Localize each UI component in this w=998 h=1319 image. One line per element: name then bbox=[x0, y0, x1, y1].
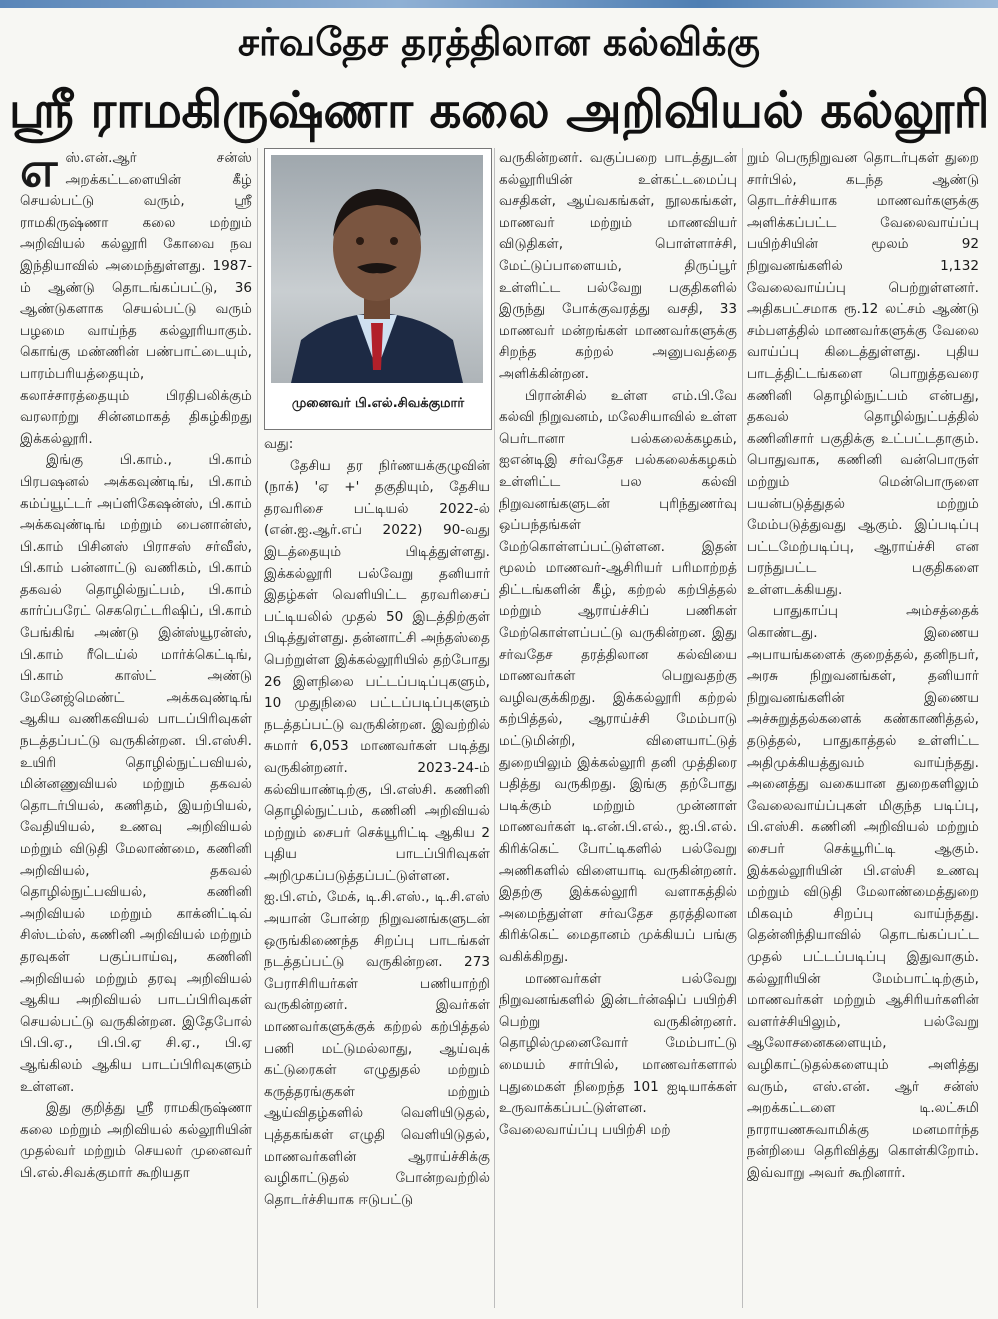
courses-paragraph: இங்கு பி.காம்., பி.காம் பிரபஷனல் அக்கவுண்டிங், பி.காம் கம்ப்யூட்டர் அப்ளிகேஷன்ஸ், பி.காம் அக்கவுண்டிங் மற்றும் பைனான்ஸ், பி.காம் பிசினஸ் பிராசஸ் சர்வீஸ், பி.காம் பன்னாட்டு வணிகம், பி.காம் தகவல் தொழில்நுட்பம், பி.காம் கார்ப்பரேட் செகரெட்டரிஷிப், பி.காம் பேங்கிங் அண்டு இன்ஸ்யூரன்ஸ், பி.காம் ரீடெய்ல் மார்க்கெட்டிங், பி.காம் காஸ்ட் அண்டு மேனேஜ்மெண்ட் அக்கவுண்டிங் ஆகிய வணிகவியல் பாடப்பிரிவுகள் நடத்தப்பட்டு வருகின்றன. பி.எஸ்சி. உயிரி தொழில்நுட்பவியல், மின்னணுவியல் மற்றும் தகவல் தொடர்பியல், கணிதம், இயற்பியல், வேதியியல், உணவு அறிவியல் மற்றும் விடுதி மேலாண்மை, கணினி அறிவியல், தகவல் தொழில்நுட்பவியல், கணினி அறிவியல் மற்றும் காக்னிட்டிவ் சிஸ்டம்ஸ், கணினி அறிவியல் மற்றும் தரவுகள் பகுப்பாய்வு, கணினி அறிவியல் மற்றும் தரவு அறிவியல் ஆகிய அறிவியல் பாடப்பிரிவுகள் செயல்பட்டு வருகின்றன. இதேபோல் பி.பி.ஏ., பி.பி.ஏ சி.ஏ., பி.ஏ ஆங்கிலம் ஆகிய பாடப்பிரிவுகளும் உள்ளன. bbox=[20, 452, 252, 1095]
placements-paragraph: றும் பெருநிறுவன தொடர்புகள் துறை சார்பில், கடந்த ஆண்டு தொடர்ச்சியாக மாணவர்களுக்கு அளிக்கப்பட்ட வேலைவாய்ப்பு பயிற்சியின் மூலம் 92 நிறுவனங்களில் 1,132 வேலைவாய்ப்பு பெற்றுள்ளனர். அதிகபட்சமாக ரூ.12 லட்சம் ஆண்டு சம்பளத்தில் மாணவர்களுக்கு வேலை வாய்ப்பு கிடைத்துள்ளது. புதிய பாடத்திட்டங்களை பொறுத்தவரை கணினி தொழில்நுட்பம் என்பது, தகவல் தொழில்நுட்பத்தில் கணினிசார் பகுதிக்கு உட்பட்டதாகும். பொதுவாக, கணினி வன்பொருள் மற்றும் மென்பொருளை பயன்படுத்துதல் மற்றும் மேம்படுத்துவது ஆகும். இப்படிப்பு பட்டமேற்படிப்பு, ஆராய்ச்சி என பரந்துபட்ட பகுதிகளை உள்ளடக்கியது. bbox=[747, 150, 979, 598]
article-column-1 bbox=[20, 148, 252, 1308]
article-column-4 bbox=[747, 148, 979, 1308]
column-divider bbox=[257, 148, 258, 1308]
collaborations-paragraph: பிரான்சில் உள்ள எம்.பி.வே கல்வி நிறுவனம், மலேசியாவில் உள்ள பெர்டானா பல்கலைக்கழகம், ஐஎன்டிஇ சர்வதேச பல்கலைக்கழகம் உள்ளிட்ட பல கல்வி நிறுவனங்களுடன் புரிந்துணர்வு ஒப்பந்தங்கள் மேற்கொள்ளப்பட்டுள்ளன. இதன் மூலம் மாணவர்-ஆசிரியர் பரிமாற்றத் திட்டங்களின் கீழ், கற்றல் கற்பித்தல் மற்றும் ஆராய்ச்சிப் பணிகள் மேற்கொள்ளப்பட்டு வருகின்றன. இது சர்வதேச தரத்திலான கல்வியை மாணவர்கள் பெறுவதற்கு வழிவகுக்கிறது. இக்கல்லூரி கற்றல் கற்பித்தல், ஆராய்ச்சி மேம்பாடு மட்டுமின்றி, விளையாட்டுத் துறையிலும் இக்கல்லூரி தனி முத்திரை பதித்து வருகிறது. இங்கு தற்போது படிக்கும் மற்றும் முன்னாள் மாணவர்கள் டி.என்.பி.எல்., ஐ.பி.எல். கிரிக்கெட் போட்டிகளில் பல்வேறு அணிகளில் விளையாடி வருகின்றனர். இதற்கு இக்கல்லூரி வளாகத்தில் அமைந்துள்ள சர்வதேச தரத்திலான கிரிக்கெட் மைதானம் முக்கியப் பங்கு வகிக்கிறது. bbox=[499, 387, 737, 965]
portrait-illustration bbox=[271, 155, 483, 383]
column-divider bbox=[494, 148, 495, 1308]
article-column-3 bbox=[499, 148, 737, 1308]
intro-text: ஸ்.என்.ஆர் சன்ஸ் அறக்கட்டளையின் கீழ் செயல்பட்டு வரும், ஸ்ரீ ராமகிருஷ்ணா கலை மற்றும் அறிவியல் கல்லூரி கோவை நவ இந்தியாவில் அமைந்துள்ளது. 1987-ம் ஆண்டு தொடங்கப்பட்டு, 36 ஆண்டுகளாக செயல்பட்டு வரும் பழமை வாய்ந்த கல்லூரியாகும். கொங்கு மண்ணின் பண்பாட்டையும், பாரம்பரியத்தையும், கலாச்சாரத்தையும் பிரதிபலிக்கும் வரலாற்று சின்னமாகத் திகழ்கிறது இக்கல்லூரி. bbox=[20, 150, 252, 447]
article-intro-paragraph bbox=[20, 148, 252, 450]
quote-continuation: வது: bbox=[264, 436, 294, 452]
drop-cap: எ bbox=[20, 148, 58, 198]
article-column-2 bbox=[264, 434, 490, 1308]
cyber-security-paragraph: பாதுகாப்பு அம்சத்தைக் கொண்டது. இணைய அபாயங்களைக் குறைத்தல், தனிநபர், அரசு நிறுவனங்கள், தனியார் நிறுவனங்களின் இணைய அச்சுறுத்தல்களைக் கண்காணித்தல், தடுத்தல், பாதுகாத்தல் உள்ளிட்ட அதிமுக்கியத்துவம் வாய்ந்தது. அனைத்து வகையான துறைகளிலும் வேலைவாய்ப்புகள் மிகுந்த படிப்பு, பி.எஸ்சி. கணினி அறிவியல் மற்றும் சைபர் செக்யூரிட்டி ஆகும். இக்கல்லூரியின் பி.எஸ்சி உணவு மற்றும் விடுதி மேலாண்மைத்துறை மிகவும் சிறப்பு வாய்ந்தது. தென்னிந்தியாவில் தொடங்கப்பட்ட முதல் பட்டப்படிப்பு இதுவாகும். கல்லூரியின் மேம்பாட்டிற்கும், மாணவர்கள் மற்றும் ஆசிரியர்களின் வளர்ச்சியிலும், பல்வேறு ஆலோசனைகளையும், வழிகாட்டுதல்களையும் அளித்து வரும், எஸ்.என். ஆர் சன்ஸ் அறக்கட்டளை டி.லட்சுமி நாராயணசுவாமிக்கு மனமார்ந்த நன்றியை தெரிவித்து கொள்கிறோம். இவ்வாறு அவர் கூறினார். bbox=[747, 603, 979, 1181]
top-color-strip bbox=[0, 0, 998, 8]
photo-caption: முனைவர் பி.எல்.சிவக்குமார் bbox=[291, 396, 465, 411]
principal-photo-box bbox=[264, 148, 492, 430]
main-headline: ஸ்ரீ ராமகிருஷ்ணா கலை அறிவியல் கல்லூரி bbox=[8, 81, 990, 139]
facilities-paragraph: வருகின்றனர். வகுப்பறை பாடத்துடன் கல்லூரியின் உள்கட்டமைப்பு வசதிகள், ஆய்வகங்கள், நூலகங்கள், மாணவர் மற்றும் மாணவியர் விடுதிகள், பொள்ளாச்சி, மேட்டுப்பாளையம், திருப்பூர் உள்ளிட்ட பல்வேறு பகுதிகளில் இருந்து போக்குவரத்து வசதி, 33 மாணவர் மன்றங்கள் மாணவர்களுக்கு சிறந்த கற்றல் அனுபவத்தை அளிக்கின்றன. bbox=[499, 150, 737, 382]
principal-photo bbox=[271, 155, 483, 383]
column-divider bbox=[742, 148, 743, 1308]
rankings-paragraph: தேசிய தர நிர்ணயக்குழுவின் (நாக்) 'ஏ +' தகுதியும், தேசிய தரவரிசை பட்டியல் 2022-ல் (என்.ஐ.ஆர்.எப் 2022) 90-வது இடத்தையும் பிடித்துள்ளது. இக்கல்லூரி பல்வேறு தனியார் இதழ்கள் வெளியிட்ட தரவரிசைப் பட்டியலில் முதல் 50 இடத்திற்குள் பிடித்துள்ளது. தன்னாட்சி அந்தஸ்தை பெற்றுள்ள இக்கல்லூரியில் தற்போது 26 இளநிலை பட்டப்படிப்புகளும், 10 முதுநிலை பட்டப்படிப்புகளும் நடத்தப்பட்டு வருகின்றன. இவற்றில் சுமார் 6,053 மாணவர்கள் படித்து வருகின்றனர். 2023-24-ம் கல்வியாண்டிற்கு, பி.எஸ்சி. கணினி தொழில்நுட்பம், கணினி அறிவியல் மற்றும் சைபர் செக்யூரிட்டி ஆகிய 2 புதிய பாடப்பிரிவுகள் அறிமுகப்படுத்தப்பட்டுள்ளன. ஐ.பி.எம், மேக், டி.சி.எஸ்., டி.சி.எஸ் அயான் போன்ற நிறுவனங்களுடன் ஒருங்கிணைந்த சிறப்பு பாடங்கள் நடத்தப்பட்டு வருகின்றன. 273 பேராசிரியர்கள் பணியாற்றி வருகின்றனர். இவர்கள் மாணவர்களுக்குக் கற்றல் கற்பித்தல் பணி மட்டுமல்லாது, ஆய்வுக் கட்டுரைகள் எழுதுதல் மற்றும் கருத்தரங்குகள் மற்றும் ஆய்விதழ்களில் வெளியிடுதல், புத்தகங்கள் எழுதி வெளியிடுதல், மாணவர்களின் ஆராய்ச்சிக்கு வழிகாட்டுதல் போன்றவற்றில் தொடர்ச்சியாக ஈடுபட்டு bbox=[264, 457, 490, 1208]
quote-intro-paragraph: இது குறித்து ஸ்ரீ ராமகிருஷ்ணா கலை மற்றும் அறிவியல் கல்லூரியின் முதல்வர் மற்றும் செயலர் முனைவர் பி.எல்.சிவக்குமார் கூறியதா bbox=[20, 1100, 252, 1181]
internship-paragraph: மாணவர்கள் பல்வேறு நிறுவனங்களில் இன்டர்ன்ஷிப் பயிற்சி பெற்று வருகின்றனர். தொழில்முனைவோர் மேம்பாட்டு மையம் சார்பில், மாணவர்களால் புதுமைகள் நிறைந்த 101 ஐடியாக்கள் உருவாக்கப்பட்டுள்ளன. வேலைவாய்ப்பு பயிற்சி மற் bbox=[499, 970, 737, 1138]
sub-headline: சர்வதேச தரத்திலான கல்விக்கு bbox=[238, 20, 760, 64]
